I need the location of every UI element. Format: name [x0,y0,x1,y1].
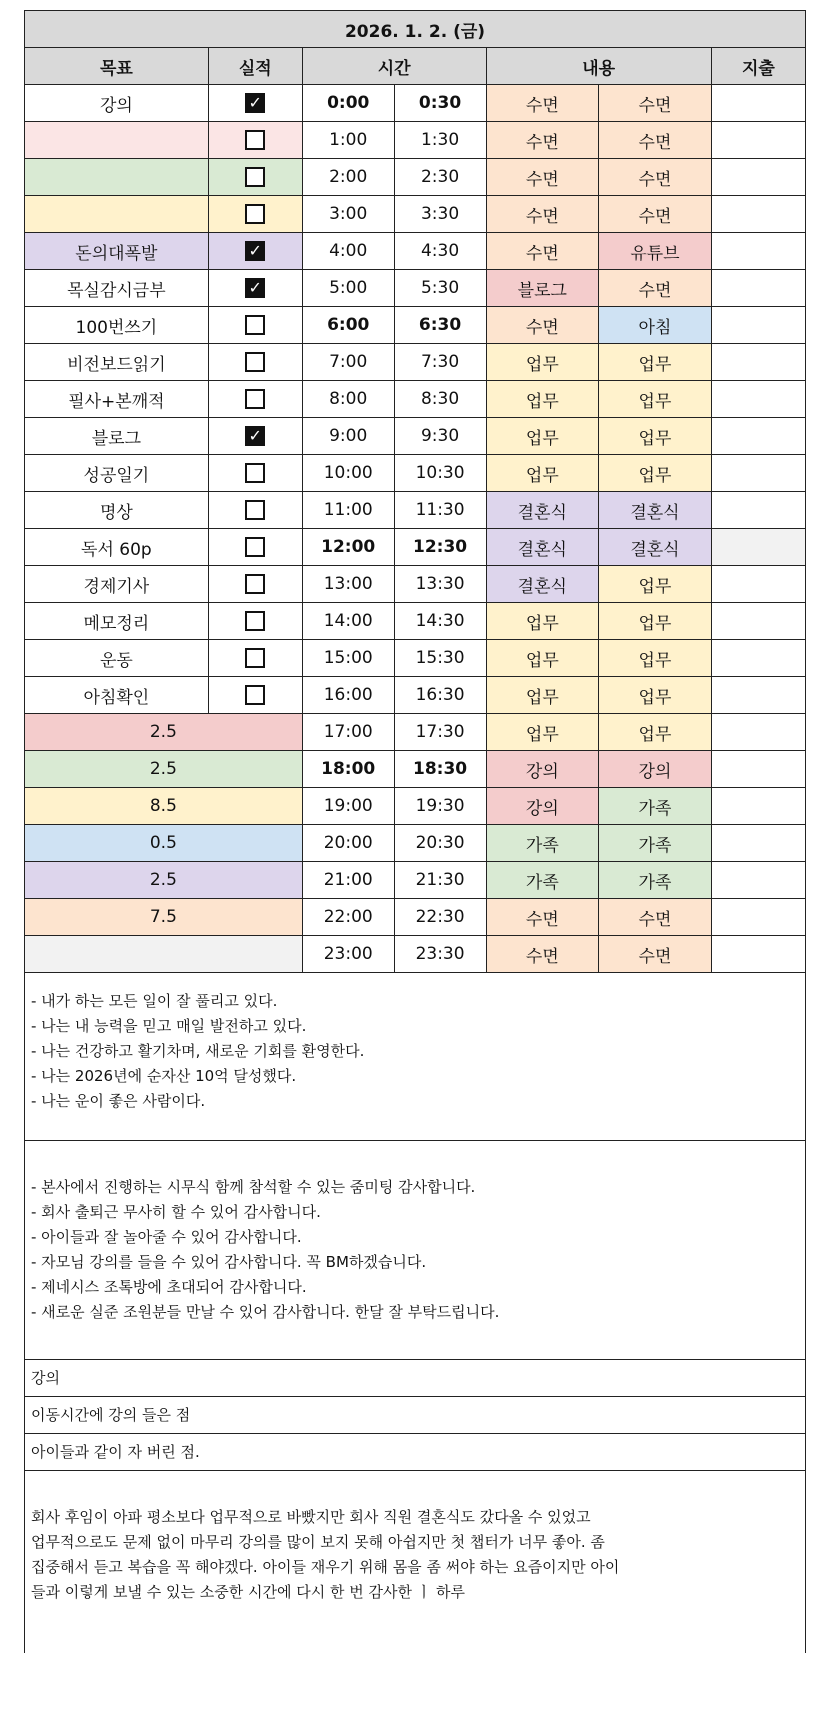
time-half-cell: 23:30 [394,936,486,973]
content-first-cell: 업무 [486,418,599,455]
title-row [25,11,806,48]
time-start-cell: 4:00 [302,233,394,270]
affirmation-line: - 나는 내 능력을 믿고 매일 발전하고 있다. [31,1017,307,1035]
schedule-row [25,381,806,418]
content-first-cell: 가족 [486,862,599,899]
header-goal: 목표 [25,48,209,85]
content-second-cell: 유튜브 [599,233,712,270]
spend-cell [711,344,805,381]
content-first-cell: 업무 [486,344,599,381]
spend-cell [711,233,805,270]
goal-checkbox[interactable] [245,500,265,520]
schedule-row [25,714,806,751]
affirmations-block [24,973,806,1141]
content-first-cell: 수면 [486,196,599,233]
goal-cell: 독서 60p [25,529,209,566]
schedule-row [25,529,806,566]
time-half-cell: 17:30 [394,714,486,751]
content-first-cell: 수면 [486,122,599,159]
content-second-cell: 업무 [599,418,712,455]
time-start-cell: 1:00 [302,122,394,159]
time-half-cell: 12:30 [394,529,486,566]
content-first-cell: 업무 [486,714,599,751]
time-half-cell: 19:30 [394,788,486,825]
time-half-cell: 5:30 [394,270,486,307]
time-start-cell: 18:00 [302,751,394,788]
time-start-cell: 8:00 [302,381,394,418]
spend-cell [711,899,805,936]
time-start-cell: 11:00 [302,492,394,529]
content-first-cell: 수면 [486,936,599,973]
diary-line: 집중해서 듣고 복습을 꼭 해야겠다. 아이들 재우기 위해 몸을 좀 써야 하는 요즘이지만 아이 [31,1558,620,1576]
page-title: 2026. 1. 2. (금) [25,11,806,48]
schedule-row [25,936,806,973]
affirmation-line: - 나는 2026년에 순자산 10억 달성했다. [31,1067,297,1085]
goal-checkbox[interactable]: ✓ [245,93,265,113]
time-half-cell: 20:30 [394,825,486,862]
time-start-cell: 21:00 [302,862,394,899]
done-cell [208,307,302,344]
schedule-row [25,677,806,714]
goal-cell: 100번쓰기 [25,307,209,344]
done-cell [208,122,302,159]
content-second-cell: 업무 [599,381,712,418]
spend-cell [711,825,805,862]
goal-cell [25,196,209,233]
done-cell [208,603,302,640]
gratitude-line: - 제네시스 조톡방에 초대되어 감사합니다. [31,1278,307,1296]
schedule-row [25,196,806,233]
schedule-row [25,418,806,455]
content-first-cell: 수면 [486,159,599,196]
gratitude-line: - 본사에서 진행하는 시무식 함께 참석할 수 있는 줌미팅 감사합니다. [31,1178,476,1196]
category-hours-cell: 8.5 [25,788,303,825]
spend-cell [711,603,805,640]
spend-cell [711,455,805,492]
content-first-cell: 수면 [486,233,599,270]
gratitude-line: - 자모님 강의를 들을 수 있어 감사합니다. 꼭 BM하겠습니다. [31,1253,427,1271]
spend-cell [711,788,805,825]
content-first-cell: 업무 [486,603,599,640]
schedule-row [25,492,806,529]
content-second-cell: 수면 [599,196,712,233]
diary-line: 들과 이렇게 보낼 수 있는 소중한 시간에 다시 한 번 감사한 ㅣ 하루 [31,1583,465,1601]
goal-checkbox[interactable] [245,315,265,335]
goal-cell: 필사+본깨적 [25,381,209,418]
spend-cell [711,418,805,455]
gratitude-line: - 아이들과 잘 놀아줄 수 있어 감사합니다. [31,1228,302,1246]
time-half-cell: 18:30 [394,751,486,788]
gratitude-line: - 새로운 실준 조원분들 만날 수 있어 감사합니다. 한달 잘 부탁드립니다. [31,1303,500,1321]
time-half-cell: 2:30 [394,159,486,196]
spend-cell [711,862,805,899]
time-start-cell: 17:00 [302,714,394,751]
spend-cell [711,936,805,973]
content-second-cell: 업무 [599,603,712,640]
goal-checkbox[interactable]: ✓ [245,278,265,298]
content-second-cell: 수면 [599,270,712,307]
spend-cell [711,640,805,677]
time-start-cell: 20:00 [302,825,394,862]
content-second-cell: 수면 [599,899,712,936]
affirmation-line: - 나는 운이 좋은 사람이다. [31,1092,206,1110]
goal-checkbox[interactable] [245,685,265,705]
regret-line: 아이들과 같이 자 버린 점. [24,1434,806,1471]
goal-cell [25,122,209,159]
time-half-cell: 10:30 [394,455,486,492]
spend-cell [711,85,805,122]
spend-cell [711,529,805,566]
content-first-cell: 업무 [486,455,599,492]
content-second-cell: 수면 [599,936,712,973]
category-hours-cell: 7.5 [25,899,303,936]
content-second-cell: 업무 [599,344,712,381]
goal-cell: 블로그 [25,418,209,455]
done-cell [208,270,302,307]
diary-line: 회사 후임이 아파 평소보다 업무적으로 바빴지만 회사 직원 결혼식도 갔다올 수 있었고 [31,1508,591,1526]
header-time: 시간 [302,48,486,85]
spend-cell [711,122,805,159]
time-start-cell: 23:00 [302,936,394,973]
schedule-row [25,788,806,825]
spend-cell [711,492,805,529]
good-point-line: 이동시간에 강의 들은 점 [24,1397,806,1434]
spend-cell [711,270,805,307]
time-start-cell: 12:00 [302,529,394,566]
content-second-cell: 수면 [599,122,712,159]
planner-sheet [24,10,806,1653]
time-half-cell: 11:30 [394,492,486,529]
schedule-row [25,640,806,677]
content-first-cell: 업무 [486,677,599,714]
goal-cell: 운동 [25,640,209,677]
spend-cell [711,677,805,714]
goal-cell: 돈의대폭발 [25,233,209,270]
time-half-cell: 9:30 [394,418,486,455]
content-first-cell: 수면 [486,307,599,344]
done-cell [208,233,302,270]
time-start-cell: 19:00 [302,788,394,825]
header-row [25,48,806,85]
time-half-cell: 7:30 [394,344,486,381]
schedule-row [25,862,806,899]
schedule-row [25,233,806,270]
goal-checkbox[interactable] [245,463,265,483]
content-second-cell: 업무 [599,455,712,492]
time-start-cell: 0:00 [302,85,394,122]
done-cell [208,677,302,714]
schedule-row [25,344,806,381]
goal-cell: 성공일기 [25,455,209,492]
content-first-cell: 가족 [486,825,599,862]
content-second-cell: 업무 [599,640,712,677]
spend-cell [711,196,805,233]
done-cell [208,344,302,381]
time-start-cell: 2:00 [302,159,394,196]
diary-block [24,1471,806,1653]
done-cell [208,85,302,122]
gratitude-line: - 회사 출퇴근 무사히 할 수 있어 감사합니다. [31,1203,321,1221]
header-content: 내용 [486,48,711,85]
time-half-cell: 22:30 [394,899,486,936]
schedule-row [25,85,806,122]
done-cell [208,455,302,492]
time-start-cell: 10:00 [302,455,394,492]
schedule-row [25,122,806,159]
done-cell [208,381,302,418]
time-start-cell: 6:00 [302,307,394,344]
content-first-cell: 강의 [486,751,599,788]
goal-checkbox[interactable] [245,611,265,631]
category-hours-cell: 2.5 [25,751,303,788]
content-first-cell: 결혼식 [486,492,599,529]
time-half-cell: 13:30 [394,566,486,603]
content-first-cell: 결혼식 [486,529,599,566]
spend-cell [711,566,805,603]
spend-cell [711,159,805,196]
goal-checkbox[interactable] [245,537,265,557]
goal-cell: 명상 [25,492,209,529]
done-cell [208,492,302,529]
content-second-cell: 강의 [599,751,712,788]
time-start-cell: 5:00 [302,270,394,307]
schedule-row [25,307,806,344]
time-half-cell: 16:30 [394,677,486,714]
done-cell [208,159,302,196]
spend-cell [711,751,805,788]
schedule-row [25,455,806,492]
content-second-cell: 가족 [599,788,712,825]
content-second-cell: 가족 [599,862,712,899]
done-cell [208,640,302,677]
goal-checkbox[interactable] [245,389,265,409]
goal-checkbox[interactable]: ✓ [245,241,265,261]
goal-cell: 강의 [25,85,209,122]
time-half-cell: 0:30 [394,85,486,122]
content-first-cell: 수면 [486,85,599,122]
schedule-row [25,603,806,640]
content-second-cell: 결혼식 [599,529,712,566]
content-second-cell: 업무 [599,566,712,603]
content-first-cell: 결혼식 [486,566,599,603]
goal-checkbox[interactable] [245,648,265,668]
time-half-cell: 6:30 [394,307,486,344]
gratitude-block [24,1141,806,1360]
category-hours-cell: 0.5 [25,825,303,862]
goal-checkbox[interactable] [245,352,265,372]
time-half-cell: 1:30 [394,122,486,159]
header-done: 실적 [208,48,302,85]
affirmation-line: - 내가 하는 모든 일이 잘 풀리고 있다. [31,992,278,1010]
time-half-cell: 3:30 [394,196,486,233]
content-first-cell: 업무 [486,381,599,418]
time-start-cell: 3:00 [302,196,394,233]
diary-line: 업무적으로도 문제 없이 마무리 강의를 많이 보지 못해 아쉽지만 첫 챕터가 너무 좋아. 좀 [31,1533,605,1551]
content-second-cell: 아침 [599,307,712,344]
content-second-cell: 가족 [599,825,712,862]
category-hours-cell: 2.5 [25,862,303,899]
goal-cell [25,159,209,196]
content-second-cell: 결혼식 [599,492,712,529]
done-cell [208,566,302,603]
content-first-cell: 수면 [486,899,599,936]
time-start-cell: 13:00 [302,566,394,603]
goal-checkbox[interactable] [245,204,265,224]
time-half-cell: 15:30 [394,640,486,677]
schedule-row [25,899,806,936]
goal-checkbox[interactable]: ✓ [245,426,265,446]
time-start-cell: 7:00 [302,344,394,381]
spend-cell [711,307,805,344]
time-half-cell: 21:30 [394,862,486,899]
content-first-cell: 강의 [486,788,599,825]
goal-cell: 아침확인 [25,677,209,714]
goal-cell: 목실감시금부 [25,270,209,307]
schedule-row [25,159,806,196]
content-first-cell: 블로그 [486,270,599,307]
content-first-cell: 업무 [486,640,599,677]
goal-cell: 경제기사 [25,566,209,603]
content-second-cell: 업무 [599,677,712,714]
content-second-cell: 수면 [599,85,712,122]
done-cell [208,418,302,455]
goal-checkbox[interactable] [245,574,265,594]
schedule-row [25,751,806,788]
goal-cell: 비전보드읽기 [25,344,209,381]
time-start-cell: 15:00 [302,640,394,677]
time-half-cell: 4:30 [394,233,486,270]
learning-line: 강의 [24,1360,806,1397]
time-start-cell: 9:00 [302,418,394,455]
category-hours-cell: 2.5 [25,714,303,751]
time-start-cell: 14:00 [302,603,394,640]
time-half-cell: 8:30 [394,381,486,418]
goal-checkbox[interactable] [245,130,265,150]
time-start-cell: 22:00 [302,899,394,936]
schedule-table [24,10,806,973]
done-cell [208,196,302,233]
spend-cell [711,714,805,751]
done-cell [208,529,302,566]
affirmation-line: - 나는 건강하고 활기차며, 새로운 기회를 환영한다. [31,1042,365,1060]
spend-cell [711,381,805,418]
header-spend: 지출 [711,48,805,85]
schedule-row [25,825,806,862]
time-start-cell: 16:00 [302,677,394,714]
goal-cell: 메모정리 [25,603,209,640]
content-second-cell: 수면 [599,159,712,196]
category-hours-cell [25,936,303,973]
time-half-cell: 14:30 [394,603,486,640]
schedule-row [25,566,806,603]
goal-checkbox[interactable] [245,167,265,187]
content-second-cell: 업무 [599,714,712,751]
schedule-row [25,270,806,307]
